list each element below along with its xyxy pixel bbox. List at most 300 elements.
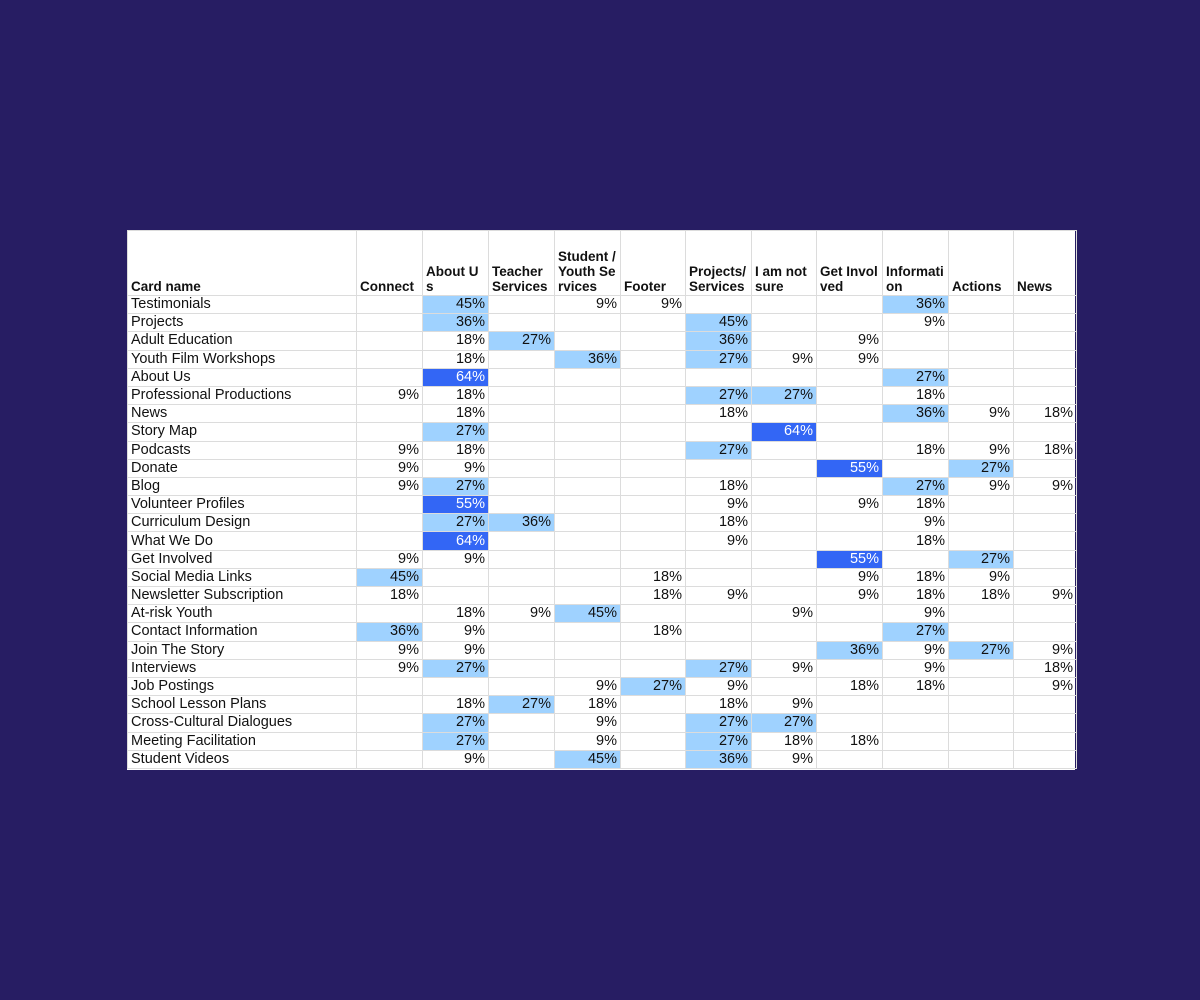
value-cell: 9% [423, 459, 489, 477]
card-name-cell: Newsletter Subscription [128, 587, 357, 605]
column-header: Projects/Services [686, 231, 752, 296]
value-cell [883, 696, 949, 714]
value-cell [489, 568, 555, 586]
table-row [128, 423, 1077, 441]
value-cell [621, 659, 686, 677]
table-row [128, 532, 1077, 550]
value-cell: 9% [752, 696, 817, 714]
value-cell: 36% [686, 750, 752, 768]
value-cell [489, 368, 555, 386]
card-name-cell: Volunteer Profiles [128, 496, 357, 514]
value-cell [752, 296, 817, 314]
value-cell [949, 514, 1014, 532]
value-cell: 18% [752, 732, 817, 750]
value-cell [949, 368, 1014, 386]
value-cell [752, 441, 817, 459]
value-cell [555, 587, 621, 605]
value-cell [817, 532, 883, 550]
card-name-cell: What We Do [128, 532, 357, 550]
card-name-cell: News [128, 405, 357, 423]
value-cell [949, 496, 1014, 514]
value-cell: 18% [423, 605, 489, 623]
card-name-cell: School Lesson Plans [128, 696, 357, 714]
value-cell [555, 641, 621, 659]
value-cell [357, 296, 423, 314]
value-cell [883, 459, 949, 477]
value-cell [817, 296, 883, 314]
value-cell [1014, 314, 1077, 332]
value-cell [489, 587, 555, 605]
value-cell: 9% [357, 550, 423, 568]
value-cell [752, 332, 817, 350]
value-cell [1014, 714, 1077, 732]
value-cell [1014, 605, 1077, 623]
value-cell: 9% [357, 477, 423, 495]
value-cell [489, 532, 555, 550]
value-cell: 36% [489, 514, 555, 532]
table-row [128, 368, 1077, 386]
value-cell [686, 605, 752, 623]
value-cell [883, 332, 949, 350]
table-row [128, 732, 1077, 750]
card-name-cell: Student Videos [128, 750, 357, 768]
value-cell: 9% [357, 441, 423, 459]
card-name-cell: Blog [128, 477, 357, 495]
column-header: Connect [357, 231, 423, 296]
table-row [128, 696, 1077, 714]
column-header: Get Involved [817, 231, 883, 296]
value-cell [423, 587, 489, 605]
value-cell [489, 732, 555, 750]
value-cell [423, 677, 489, 695]
value-cell [686, 368, 752, 386]
value-cell: 9% [949, 568, 1014, 586]
value-cell [817, 441, 883, 459]
value-cell [949, 350, 1014, 368]
value-cell: 27% [423, 423, 489, 441]
value-cell [555, 314, 621, 332]
value-cell [621, 405, 686, 423]
value-cell: 18% [883, 441, 949, 459]
value-cell [817, 659, 883, 677]
value-cell [621, 368, 686, 386]
value-cell: 18% [883, 532, 949, 550]
card-name-cell: Story Map [128, 423, 357, 441]
value-cell: 18% [621, 568, 686, 586]
value-cell [621, 477, 686, 495]
value-cell [949, 605, 1014, 623]
value-cell [555, 623, 621, 641]
value-cell: 27% [752, 386, 817, 404]
value-cell [817, 623, 883, 641]
value-cell [883, 750, 949, 768]
value-cell: 27% [883, 368, 949, 386]
value-cell: 9% [883, 314, 949, 332]
value-cell: 27% [621, 677, 686, 695]
table-row [128, 314, 1077, 332]
value-cell: 9% [883, 659, 949, 677]
value-cell [1014, 732, 1077, 750]
value-cell: 18% [621, 587, 686, 605]
value-cell: 55% [817, 550, 883, 568]
value-cell: 18% [423, 441, 489, 459]
value-cell [752, 405, 817, 423]
value-cell: 9% [555, 296, 621, 314]
value-cell [817, 605, 883, 623]
value-cell [621, 714, 686, 732]
column-header: Teacher Services [489, 231, 555, 296]
value-cell [883, 732, 949, 750]
value-cell [489, 405, 555, 423]
card-sort-results-table [127, 230, 1077, 769]
value-cell [357, 350, 423, 368]
value-cell [752, 550, 817, 568]
header-row [128, 231, 1077, 296]
column-header: I am not sure [752, 231, 817, 296]
value-cell: 9% [1014, 641, 1077, 659]
card-name-cell: Get Involved [128, 550, 357, 568]
value-cell [752, 568, 817, 586]
card-name-cell: Testimonials [128, 296, 357, 314]
value-cell: 27% [423, 732, 489, 750]
value-cell [1014, 332, 1077, 350]
results-table-sheet [127, 230, 1075, 770]
value-cell: 27% [883, 623, 949, 641]
value-cell: 36% [883, 405, 949, 423]
value-cell: 9% [555, 677, 621, 695]
value-cell [555, 368, 621, 386]
value-cell [1014, 386, 1077, 404]
value-cell: 27% [949, 459, 1014, 477]
value-cell [883, 423, 949, 441]
value-cell: 27% [423, 477, 489, 495]
value-cell [555, 441, 621, 459]
value-cell: 18% [883, 386, 949, 404]
value-cell [817, 696, 883, 714]
value-cell: 27% [423, 659, 489, 677]
column-header: News [1014, 231, 1077, 296]
value-cell [817, 314, 883, 332]
value-cell: 18% [621, 623, 686, 641]
card-name-cell: Youth Film Workshops [128, 350, 357, 368]
value-cell: 45% [686, 314, 752, 332]
value-cell [949, 677, 1014, 695]
value-cell: 9% [357, 459, 423, 477]
value-cell [817, 368, 883, 386]
table-header [128, 231, 1077, 296]
value-cell: 27% [489, 332, 555, 350]
value-cell [752, 368, 817, 386]
value-cell: 9% [357, 641, 423, 659]
value-cell [357, 405, 423, 423]
value-cell [489, 677, 555, 695]
column-header: Student /Youth Services [555, 231, 621, 296]
value-cell: 64% [752, 423, 817, 441]
value-cell: 36% [423, 314, 489, 332]
value-cell [949, 750, 1014, 768]
table-row [128, 477, 1077, 495]
value-cell [489, 496, 555, 514]
table-row [128, 514, 1077, 532]
value-cell [489, 441, 555, 459]
value-cell [489, 714, 555, 732]
value-cell: 27% [686, 714, 752, 732]
value-cell [949, 714, 1014, 732]
value-cell [949, 732, 1014, 750]
value-cell: 18% [686, 477, 752, 495]
value-cell: 9% [817, 350, 883, 368]
card-name-cell: At-risk Youth [128, 605, 357, 623]
value-cell [949, 332, 1014, 350]
value-cell [555, 496, 621, 514]
value-cell [423, 568, 489, 586]
value-cell: 9% [817, 587, 883, 605]
value-cell: 9% [686, 677, 752, 695]
table-row [128, 568, 1077, 586]
table-row [128, 332, 1077, 350]
value-cell [621, 550, 686, 568]
value-cell: 9% [817, 496, 883, 514]
value-cell: 9% [357, 386, 423, 404]
table-row [128, 350, 1077, 368]
table-row [128, 677, 1077, 695]
value-cell [686, 568, 752, 586]
value-cell: 27% [423, 514, 489, 532]
value-cell [752, 587, 817, 605]
value-cell [621, 350, 686, 368]
value-cell: 9% [1014, 677, 1077, 695]
value-cell: 9% [949, 405, 1014, 423]
value-cell [357, 532, 423, 550]
value-cell: 9% [423, 641, 489, 659]
card-name-cell: Podcasts [128, 441, 357, 459]
value-cell [357, 732, 423, 750]
table-row [128, 623, 1077, 641]
value-cell: 9% [423, 550, 489, 568]
value-cell [1014, 550, 1077, 568]
value-cell: 27% [686, 441, 752, 459]
value-cell [949, 296, 1014, 314]
value-cell: 18% [883, 568, 949, 586]
card-name-cell: Interviews [128, 659, 357, 677]
value-cell [621, 332, 686, 350]
value-cell: 9% [752, 350, 817, 368]
value-cell: 27% [686, 659, 752, 677]
value-cell [686, 459, 752, 477]
table-row [128, 441, 1077, 459]
value-cell [555, 514, 621, 532]
value-cell [489, 296, 555, 314]
value-cell [555, 423, 621, 441]
card-name-cell: Professional Productions [128, 386, 357, 404]
value-cell [621, 696, 686, 714]
value-cell [357, 677, 423, 695]
value-cell [621, 441, 686, 459]
value-cell: 55% [817, 459, 883, 477]
value-cell: 9% [752, 659, 817, 677]
value-cell [555, 477, 621, 495]
value-cell: 27% [949, 641, 1014, 659]
value-cell: 18% [883, 677, 949, 695]
value-cell [1014, 368, 1077, 386]
value-cell: 18% [883, 587, 949, 605]
card-name-cell: Adult Education [128, 332, 357, 350]
value-cell [357, 750, 423, 768]
card-name-cell: Meeting Facilitation [128, 732, 357, 750]
value-cell: 9% [1014, 587, 1077, 605]
value-cell: 9% [883, 641, 949, 659]
value-cell: 18% [555, 696, 621, 714]
value-cell: 27% [423, 714, 489, 732]
table-row [128, 296, 1077, 314]
value-cell [752, 641, 817, 659]
value-cell [357, 332, 423, 350]
card-name-cell: About Us [128, 368, 357, 386]
table-row [128, 641, 1077, 659]
value-cell [817, 386, 883, 404]
value-cell: 18% [883, 496, 949, 514]
value-cell [621, 423, 686, 441]
value-cell: 9% [883, 605, 949, 623]
value-cell [621, 732, 686, 750]
value-cell [817, 714, 883, 732]
value-cell [1014, 696, 1077, 714]
value-cell [357, 368, 423, 386]
value-cell [489, 659, 555, 677]
card-name-cell: Job Postings [128, 677, 357, 695]
value-cell [357, 423, 423, 441]
card-name-cell: Curriculum Design [128, 514, 357, 532]
value-cell: 27% [883, 477, 949, 495]
table-row [128, 587, 1077, 605]
value-cell: 45% [555, 750, 621, 768]
table-row [128, 714, 1077, 732]
value-cell: 18% [949, 587, 1014, 605]
value-cell: 27% [949, 550, 1014, 568]
value-cell: 9% [357, 659, 423, 677]
value-cell [357, 514, 423, 532]
value-cell [949, 659, 1014, 677]
value-cell [752, 514, 817, 532]
value-cell [621, 514, 686, 532]
value-cell: 64% [423, 532, 489, 550]
table-row [128, 659, 1077, 677]
value-cell: 9% [949, 477, 1014, 495]
value-cell: 36% [555, 350, 621, 368]
column-header: Actions [949, 231, 1014, 296]
value-cell [489, 750, 555, 768]
value-cell: 36% [686, 332, 752, 350]
value-cell: 36% [817, 641, 883, 659]
value-cell [489, 314, 555, 332]
value-cell [621, 641, 686, 659]
card-name-cell: Social Media Links [128, 568, 357, 586]
value-cell [752, 314, 817, 332]
value-cell [1014, 423, 1077, 441]
value-cell: 18% [686, 514, 752, 532]
value-cell: 9% [621, 296, 686, 314]
value-cell [1014, 623, 1077, 641]
value-cell [489, 641, 555, 659]
value-cell: 27% [752, 714, 817, 732]
value-cell [949, 532, 1014, 550]
value-cell [489, 386, 555, 404]
value-cell [555, 532, 621, 550]
value-cell: 18% [1014, 441, 1077, 459]
value-cell [489, 623, 555, 641]
value-cell [555, 405, 621, 423]
value-cell [621, 459, 686, 477]
value-cell [686, 423, 752, 441]
value-cell [621, 386, 686, 404]
value-cell [555, 659, 621, 677]
table-row [128, 550, 1077, 568]
value-cell: 9% [686, 587, 752, 605]
value-cell [489, 423, 555, 441]
value-cell [555, 386, 621, 404]
value-cell: 9% [752, 750, 817, 768]
value-cell [817, 514, 883, 532]
card-name-cell: Cross-Cultural Dialogues [128, 714, 357, 732]
table-row [128, 459, 1077, 477]
value-cell: 18% [423, 386, 489, 404]
value-cell: 36% [357, 623, 423, 641]
value-cell [621, 532, 686, 550]
value-cell: 9% [817, 332, 883, 350]
value-cell: 18% [1014, 659, 1077, 677]
value-cell [621, 605, 686, 623]
value-cell: 9% [1014, 477, 1077, 495]
value-cell [489, 550, 555, 568]
value-cell [555, 568, 621, 586]
value-cell [949, 386, 1014, 404]
card-name-cell: Projects [128, 314, 357, 332]
value-cell [357, 714, 423, 732]
table-row [128, 386, 1077, 404]
value-cell [752, 459, 817, 477]
value-cell [357, 314, 423, 332]
value-cell [949, 423, 1014, 441]
table-row [128, 605, 1077, 623]
column-header: About Us [423, 231, 489, 296]
value-cell [949, 314, 1014, 332]
value-cell [1014, 459, 1077, 477]
value-cell: 9% [555, 714, 621, 732]
value-cell [817, 750, 883, 768]
value-cell: 27% [489, 696, 555, 714]
value-cell [752, 623, 817, 641]
table-body [128, 296, 1077, 769]
value-cell [949, 623, 1014, 641]
value-cell: 9% [423, 750, 489, 768]
table-row [128, 405, 1077, 423]
value-cell [1014, 532, 1077, 550]
value-cell: 18% [817, 732, 883, 750]
value-cell: 18% [817, 677, 883, 695]
value-cell: 18% [357, 587, 423, 605]
value-cell [1014, 496, 1077, 514]
value-cell: 18% [423, 350, 489, 368]
value-cell [686, 623, 752, 641]
value-cell [883, 350, 949, 368]
table-row [128, 496, 1077, 514]
value-cell: 55% [423, 496, 489, 514]
value-cell: 9% [686, 532, 752, 550]
value-cell: 27% [686, 732, 752, 750]
value-cell [1014, 514, 1077, 532]
value-cell: 27% [686, 386, 752, 404]
value-cell [752, 677, 817, 695]
